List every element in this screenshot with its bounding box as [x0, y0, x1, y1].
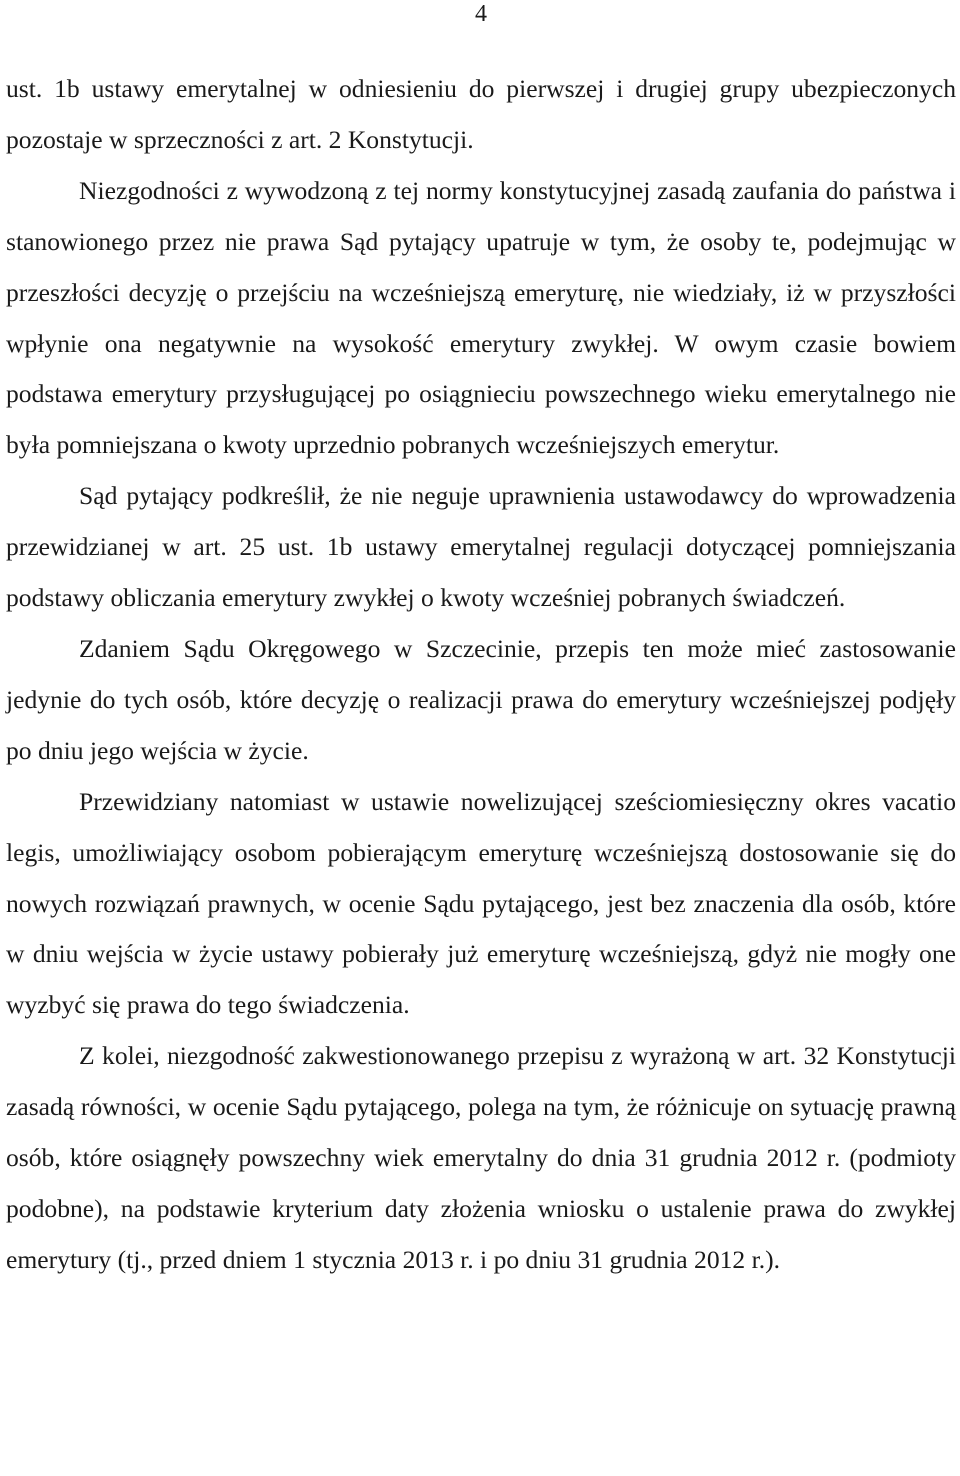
paragraph: Niezgodności z wywodzoną z tej normy konstytucyjnej zasadą zaufania do państwa i stanowionego przez nie prawa Sąd pytający upatruje w tym, że osoby te, podejmując w przeszłości decyzję o przejściu na wcześniejszą emeryturę, nie wiedziały, iż w przyszłości wpłynie ona negatywnie na wysokość emerytury zwykłej. W owym czasie bowiem podstawa emerytury przysługującej po osiągnieciu powszechnego wieku emerytalnego nie była pomniejszana o kwoty uprzednio pobranych wcześniejszych emerytur. [6, 175, 956, 460]
document-body [6, 64, 956, 1286]
paragraph-continuation: ust. 1b ustawy emerytalnej w odniesieniu do pierwszej i drugiej grupy ubezpieczonych pozostaje w sprzeczności z art. 2 Konstytucji. [6, 74, 956, 154]
paragraph: Przewidziany natomiast w ustawie nowelizującej sześciomiesięczny okres vacatio legis, umożliwiający osobom pobierającym emeryturę wcześniejszą dostosowanie się do nowych rozwiązań prawnych, w ocenie Sądu pytającego, jest bez znaczenia dla osób, które w dniu wejścia w życie ustawy pobierały już emeryturę wcześniejszą, gdyż nie mogły one wyzbyć się prawa do tego świadczenia. [6, 786, 956, 1020]
page-number: 4 [475, 1, 487, 27]
paragraph: Zdaniem Sądu Okręgowego w Szczecinie, przepis ten może mieć zastosowanie jedynie do tych osób, które decyzję o realizacji prawa do emerytury wcześniejszej podjęły po dniu jego wejścia w życie. [6, 633, 956, 765]
paragraph: Z kolei, niezgodność zakwestionowanego przepisu z wyrażoną w art. 32 Konstytucji zasadą równości, w ocenie Sądu pytającego, polega na tym, że różnicuje on sytuację prawną osób, które osiągnęły powszechny wiek emerytalny do dnia 31 grudnia 2012 r. (podmioty podobne), na podstawie kryterium daty złożenia wniosku o ustalenie prawa do zwykłej emerytury (tj., przed dniem 1 stycznia 2013 r. i po dniu 31 grudnia 2012 r.). [6, 1041, 956, 1274]
paragraph: Sąd pytający podkreślił, że nie neguje uprawnienia ustawodawcy do wprowadzenia przewidzianej w art. 25 ust. 1b ustawy emerytalnej regulacji dotyczącej pomniejszania podstawy obliczania emerytury zwykłej o kwoty wcześniej pobranych świadczeń. [6, 481, 956, 613]
